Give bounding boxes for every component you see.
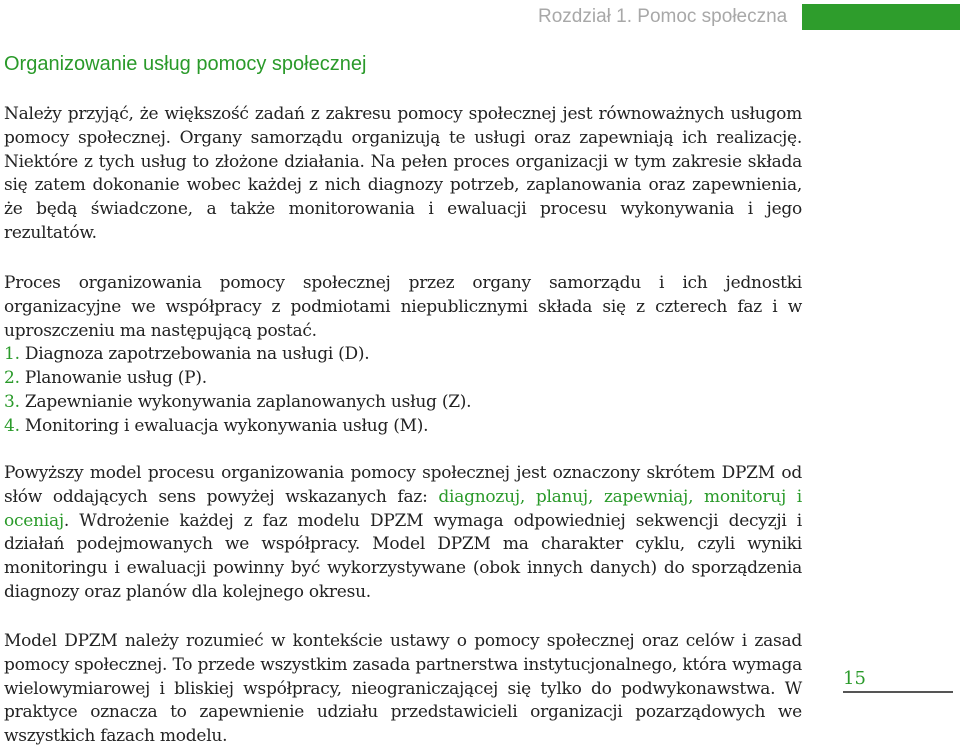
list-item (4, 415, 802, 439)
list-number: 3. (4, 391, 20, 412)
paragraph-2 (4, 272, 802, 439)
paragraph-4: Model DPZM należy rozumieć w kontekście ustawy o pomocy społecznej oraz celów i zasad pomocy społecznej. To przede wszystkim zasada partnerstwa instytucjonalnego, która wymaga wielowymiarowej i bliskiej współpracy, nieograniczającej się tylko do podwykonawstwa. W praktyce oznacza to zapewnienie udziału przedstawicieli organizacji pozarządowych we wszystkich fazach modelu. (4, 631, 802, 747)
header-accent-bar (802, 4, 960, 30)
page-number: 15 (843, 668, 953, 693)
chapter-header: Rozdział 1. Pomoc społeczna (538, 6, 788, 27)
section-heading: Organizowanie usług pomocy społecznej (4, 53, 367, 75)
list-number: 1. (4, 344, 20, 365)
list-text: Zapewnianie wykonywania zaplanowanych usług (Z). (24, 391, 472, 412)
list-text: Planowanie usług (P). (24, 368, 207, 389)
list-item (4, 391, 802, 415)
paragraph-1: Należy przyjąć, że większość zadań z zakresu pomocy społecznej jest równoważnych usługom pomocy społecznej. Organy samorządu organizują te usługi oraz zapewniają ich realizację. Niektóre z tych usług to złożone działania. Na pełen proces organizacji w tym zakresie składa się zatem dokonanie wobec każdej z nich diagnozy potrzeb, zaplanowania oraz zapewnienia, że będą świadczone, a także monitorowania i ewaluacji procesu wykonywania i jego rezultatów. (4, 104, 802, 243)
list-number: 4. (4, 415, 20, 436)
dpzm-phases-highlight: diagnozuj, planuj, zapewniaj, monitoruj i oceniaj (4, 486, 802, 531)
list-number: 2. (4, 368, 20, 389)
paragraph-3-part2: . Wdrożenie każdej z faz modelu DPZM wymaga odpowiedniej sekwencji decyzji i działań podejmowanych we współpracy. Model DPZM ma charakter cyklu, czyli wyniki monitoringu i ewaluacji powinny być wykorzystywane (obok innych danych) do sporządzenia diagnozy oraz planów dla kolejnego okresu. (4, 510, 802, 602)
list-text: Diagnoza zapotrzebowania na usługi (D). (24, 344, 370, 365)
paragraph-3-part1: Powyższy model procesu organizowania pomocy społecznej jest oznaczony skrótem DPZM od słów oddających sens powyżej wskazanych faz: (4, 463, 802, 507)
list-item (4, 367, 802, 391)
paragraph-2-intro: Proces organizowania pomocy społecznej przez organy samorządu i ich jednostki organizacyjne we współpracy z podmiotami niepublicznymi składa się z czterech faz i w uproszczeniu ma następującą postać. (4, 273, 802, 341)
paragraph-3 (4, 462, 802, 605)
list-text: Monitoring i ewaluacja wykonywania usług (M). (24, 415, 429, 436)
list-item (4, 343, 802, 367)
